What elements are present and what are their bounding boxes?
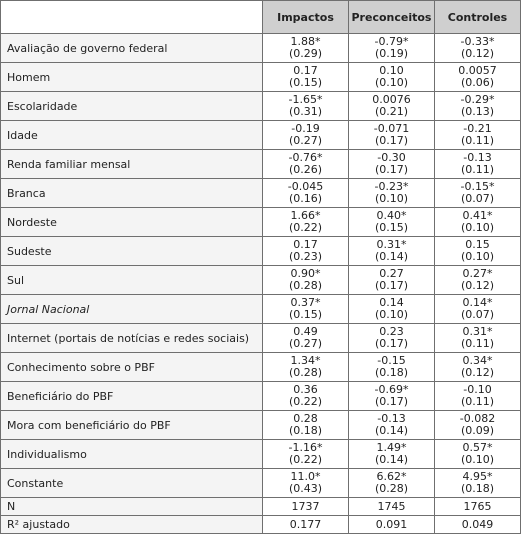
value-cell bbox=[435, 324, 521, 353]
table-row bbox=[1, 121, 521, 150]
value-cell bbox=[263, 121, 349, 150]
standard-error: (0.23) bbox=[288, 250, 323, 263]
standard-error: (0.11) bbox=[460, 163, 495, 176]
standard-error: (0.43) bbox=[288, 482, 323, 495]
standard-error: (0.10) bbox=[460, 453, 495, 466]
value-cell bbox=[263, 237, 349, 266]
table-row bbox=[1, 63, 521, 92]
value-cell bbox=[435, 440, 521, 469]
value-cell bbox=[435, 498, 521, 516]
header-impactos: Impactos bbox=[263, 1, 349, 34]
value-cell bbox=[263, 440, 349, 469]
standard-error: (0.11) bbox=[460, 134, 495, 147]
value-cell bbox=[435, 179, 521, 208]
standard-error: (0.06) bbox=[460, 76, 495, 89]
coefficient: -0.69* bbox=[374, 383, 409, 396]
coefficient: 1737 bbox=[291, 499, 320, 513]
coefficient: 4.95* bbox=[462, 470, 493, 483]
value-cell bbox=[435, 92, 521, 121]
table-row bbox=[1, 295, 521, 324]
standard-error: (0.11) bbox=[460, 395, 495, 408]
value-cell bbox=[263, 266, 349, 295]
coefficient: 1.34* bbox=[290, 354, 321, 367]
value-cell bbox=[349, 295, 435, 324]
header-blank-cell bbox=[1, 1, 263, 34]
value-cell bbox=[349, 382, 435, 411]
standard-error: (0.19) bbox=[374, 47, 409, 60]
value-cell bbox=[349, 324, 435, 353]
standard-error: (0.21) bbox=[374, 105, 409, 118]
row-label: Constante bbox=[1, 469, 263, 498]
standard-error: (0.13) bbox=[460, 105, 495, 118]
row-label: Renda familiar mensal bbox=[1, 150, 263, 179]
coefficient: 0.57* bbox=[462, 441, 493, 454]
table-row bbox=[1, 353, 521, 382]
coefficient: -0.10 bbox=[463, 383, 492, 396]
row-label: Beneficiário do PBF bbox=[1, 382, 263, 411]
standard-error: (0.12) bbox=[460, 47, 495, 60]
coefficient: 0.177 bbox=[289, 517, 322, 531]
row-label: Sudeste bbox=[1, 237, 263, 266]
standard-error: (0.10) bbox=[460, 250, 495, 263]
row-label: Conhecimento sobre o PBF bbox=[1, 353, 263, 382]
row-label: Sul bbox=[1, 266, 263, 295]
coefficient: -0.15* bbox=[460, 180, 495, 193]
standard-error: (0.17) bbox=[374, 134, 409, 147]
standard-error: (0.27) bbox=[288, 337, 323, 350]
row-label: Individualismo bbox=[1, 440, 263, 469]
standard-error: (0.10) bbox=[374, 192, 409, 205]
coefficient: -1.16* bbox=[288, 441, 323, 454]
value-cell bbox=[349, 516, 435, 534]
table-row bbox=[1, 440, 521, 469]
coefficient: 1.88* bbox=[290, 35, 321, 48]
standard-error: (0.28) bbox=[374, 482, 409, 495]
standard-error: (0.16) bbox=[288, 192, 323, 205]
value-cell bbox=[435, 516, 521, 534]
coefficient: 0.14* bbox=[462, 296, 493, 309]
table-row bbox=[1, 179, 521, 208]
coefficient: -0.76* bbox=[288, 151, 323, 164]
standard-error: (0.12) bbox=[460, 366, 495, 379]
coefficient: 0.049 bbox=[461, 517, 494, 531]
coefficient: -0.33* bbox=[460, 35, 495, 48]
coefficient: 0.28 bbox=[293, 412, 318, 425]
value-cell bbox=[435, 34, 521, 63]
value-cell bbox=[263, 63, 349, 92]
value-cell bbox=[349, 150, 435, 179]
coefficient: -0.082 bbox=[459, 412, 496, 425]
coefficient: 1.66* bbox=[290, 209, 321, 222]
standard-error: (0.10) bbox=[374, 308, 409, 321]
row-label: R² ajustado bbox=[1, 516, 263, 534]
coefficient: 0.14 bbox=[379, 296, 404, 309]
value-cell bbox=[435, 63, 521, 92]
value-cell bbox=[349, 411, 435, 440]
value-cell bbox=[263, 469, 349, 498]
coefficient: 0.15 bbox=[465, 238, 490, 251]
coefficient: 0.10 bbox=[379, 64, 404, 77]
header-row bbox=[1, 1, 521, 34]
row-label: Jornal Nacional bbox=[1, 295, 263, 324]
coefficient: -0.79* bbox=[374, 35, 409, 48]
row-label: Branca bbox=[1, 179, 263, 208]
coefficient: 0.091 bbox=[375, 517, 408, 531]
table-row bbox=[1, 266, 521, 295]
value-cell bbox=[263, 208, 349, 237]
standard-error: (0.15) bbox=[374, 221, 409, 234]
coefficient: -0.071 bbox=[373, 122, 410, 135]
coefficient: -0.19 bbox=[291, 122, 320, 135]
value-cell bbox=[349, 208, 435, 237]
value-cell bbox=[435, 150, 521, 179]
standard-error: (0.11) bbox=[460, 337, 495, 350]
coefficient: 0.90* bbox=[290, 267, 321, 280]
value-cell bbox=[349, 179, 435, 208]
value-cell bbox=[263, 382, 349, 411]
value-cell bbox=[263, 324, 349, 353]
value-cell bbox=[435, 469, 521, 498]
standard-error: (0.12) bbox=[460, 279, 495, 292]
coefficient: -0.23* bbox=[374, 180, 409, 193]
value-cell bbox=[263, 34, 349, 63]
standard-error: (0.10) bbox=[374, 76, 409, 89]
standard-error: (0.14) bbox=[374, 453, 409, 466]
table-row bbox=[1, 382, 521, 411]
coefficient: -0.29* bbox=[460, 93, 495, 106]
value-cell bbox=[349, 498, 435, 516]
standard-error: (0.15) bbox=[288, 308, 323, 321]
value-cell bbox=[263, 411, 349, 440]
value-cell bbox=[349, 469, 435, 498]
row-label: Mora com beneficiário do PBF bbox=[1, 411, 263, 440]
table-row bbox=[1, 150, 521, 179]
coefficient: 6.62* bbox=[376, 470, 407, 483]
value-cell bbox=[349, 63, 435, 92]
coefficient: 0.34* bbox=[462, 354, 493, 367]
row-label: Internet (portais de notícias e redes sociais) bbox=[1, 324, 263, 353]
coefficient: 0.27* bbox=[462, 267, 493, 280]
value-cell bbox=[349, 237, 435, 266]
coefficient: 0.0057 bbox=[458, 64, 497, 77]
standard-error: (0.27) bbox=[288, 134, 323, 147]
coefficient: 0.41* bbox=[462, 209, 493, 222]
coefficient: 11.0* bbox=[290, 470, 321, 483]
coefficient: 0.31* bbox=[376, 238, 407, 251]
table-row bbox=[1, 208, 521, 237]
coefficient: 0.0076 bbox=[372, 93, 411, 106]
standard-error: (0.28) bbox=[288, 366, 323, 379]
value-cell bbox=[435, 266, 521, 295]
coefficient: 0.40* bbox=[376, 209, 407, 222]
coefficient: -0.15 bbox=[377, 354, 406, 367]
standard-error: (0.28) bbox=[288, 279, 323, 292]
standard-error: (0.17) bbox=[374, 279, 409, 292]
standard-error: (0.18) bbox=[460, 482, 495, 495]
standard-error: (0.22) bbox=[288, 221, 323, 234]
coefficient: 0.17 bbox=[293, 238, 318, 251]
coefficient: 1.49* bbox=[376, 441, 407, 454]
standard-error: (0.17) bbox=[374, 395, 409, 408]
standard-error: (0.17) bbox=[374, 337, 409, 350]
value-cell bbox=[349, 121, 435, 150]
coefficient: -0.045 bbox=[287, 180, 324, 193]
table-row bbox=[1, 469, 521, 498]
table-body bbox=[1, 34, 521, 534]
table-row bbox=[1, 34, 521, 63]
row-label: N bbox=[1, 498, 263, 516]
value-cell bbox=[349, 34, 435, 63]
coefficient: 0.17 bbox=[293, 64, 318, 77]
coefficient: 0.31* bbox=[462, 325, 493, 338]
header-controles: Controles bbox=[435, 1, 521, 34]
standard-error: (0.31) bbox=[288, 105, 323, 118]
coefficient: 0.37* bbox=[290, 296, 321, 309]
standard-error: (0.09) bbox=[460, 424, 495, 437]
standard-error: (0.18) bbox=[288, 424, 323, 437]
standard-error: (0.14) bbox=[374, 424, 409, 437]
table-row bbox=[1, 237, 521, 266]
value-cell bbox=[435, 208, 521, 237]
value-cell bbox=[435, 382, 521, 411]
standard-error: (0.10) bbox=[460, 221, 495, 234]
value-cell bbox=[435, 121, 521, 150]
standard-error: (0.14) bbox=[374, 250, 409, 263]
table-row bbox=[1, 498, 521, 516]
standard-error: (0.26) bbox=[288, 163, 323, 176]
value-cell bbox=[349, 440, 435, 469]
value-cell bbox=[263, 353, 349, 382]
row-label: Homem bbox=[1, 63, 263, 92]
coefficient: 1765 bbox=[463, 499, 492, 513]
value-cell bbox=[435, 411, 521, 440]
value-cell bbox=[349, 266, 435, 295]
coefficient: -1.65* bbox=[288, 93, 323, 106]
coefficient: 0.23 bbox=[379, 325, 404, 338]
coefficient: 0.27 bbox=[379, 267, 404, 280]
value-cell bbox=[435, 237, 521, 266]
value-cell bbox=[435, 353, 521, 382]
value-cell bbox=[349, 353, 435, 382]
coefficient: -0.13 bbox=[463, 151, 492, 164]
table-row bbox=[1, 516, 521, 534]
standard-error: (0.18) bbox=[374, 366, 409, 379]
value-cell bbox=[263, 150, 349, 179]
value-cell bbox=[263, 179, 349, 208]
table-row bbox=[1, 324, 521, 353]
coefficient: -0.13 bbox=[377, 412, 406, 425]
table-row bbox=[1, 411, 521, 440]
value-cell bbox=[263, 295, 349, 324]
standard-error: (0.15) bbox=[288, 76, 323, 89]
row-label: Avaliação de governo federal bbox=[1, 34, 263, 63]
header-preconceitos: Preconceitos bbox=[349, 1, 435, 34]
row-label: Escolaridade bbox=[1, 92, 263, 121]
coefficient: 0.49 bbox=[293, 325, 318, 338]
row-label: Nordeste bbox=[1, 208, 263, 237]
standard-error: (0.07) bbox=[460, 192, 495, 205]
standard-error: (0.07) bbox=[460, 308, 495, 321]
standard-error: (0.29) bbox=[288, 47, 323, 60]
coefficient: -0.30 bbox=[377, 151, 406, 164]
standard-error: (0.22) bbox=[288, 395, 323, 408]
standard-error: (0.17) bbox=[374, 163, 409, 176]
value-cell bbox=[349, 92, 435, 121]
value-cell bbox=[435, 295, 521, 324]
coefficient: -0.21 bbox=[463, 122, 492, 135]
coefficient: 1745 bbox=[377, 499, 406, 513]
coefficient: 0.36 bbox=[293, 383, 318, 396]
value-cell bbox=[263, 498, 349, 516]
row-label: Idade bbox=[1, 121, 263, 150]
value-cell bbox=[263, 516, 349, 534]
value-cell bbox=[263, 92, 349, 121]
table-row bbox=[1, 92, 521, 121]
standard-error: (0.22) bbox=[288, 453, 323, 466]
